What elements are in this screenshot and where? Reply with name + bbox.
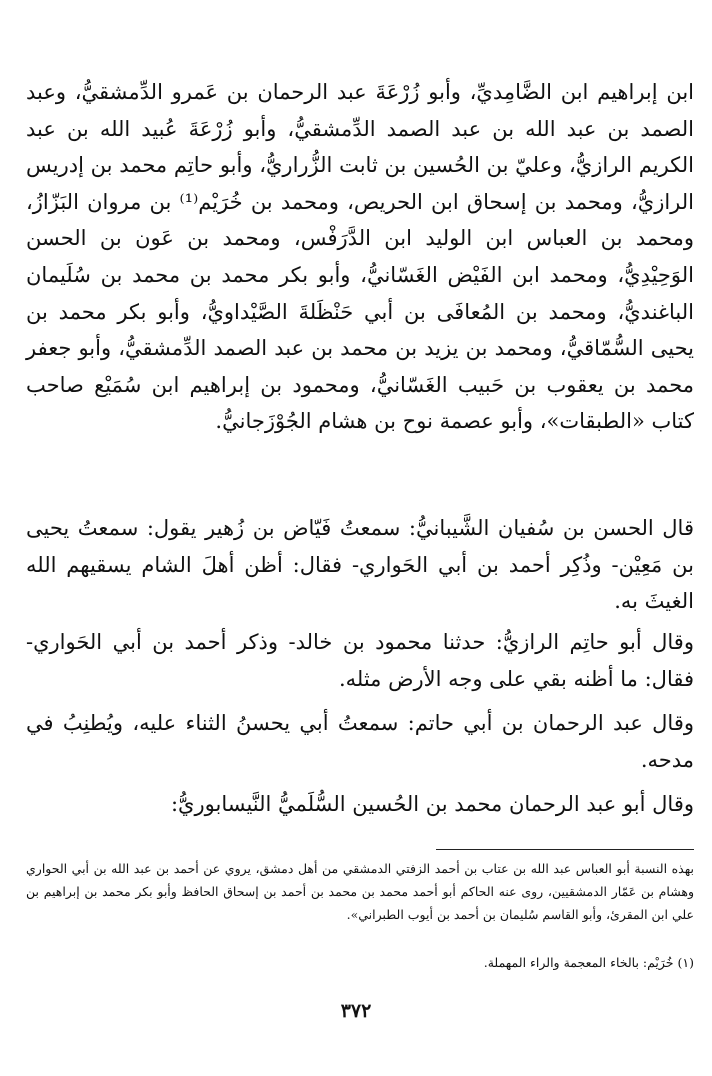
main-paragraph-5: وقال أبو عبد الرحمان محمد بن الحُسين السُّلَميُّ النَّيسابوريُّ: bbox=[170, 792, 694, 816]
footnote-divider bbox=[436, 849, 694, 850]
main-paragraph-2: قال الحسن بن سُفيان الشَّيبانيُّ: سمعتُ فَيّاض بن زُهير يقول: سمعتُ يحيى بن مَعِيْن- وذُكِر أحمد بن أبي الحَواري- فقال: أظن أهلَ الشام يسقيهم الله الغيثَ به. bbox=[26, 516, 694, 614]
footnote-1: (١) خُرَيْم: بالخاء المعجمة والراء المهملة. bbox=[483, 955, 694, 970]
main-paragraph-1: ابن إبراهيم ابن الضَّامِديِّ، وأبو زُرْعَةَ عبد الرحمان بن عَمرو الدِّمشقيُّ، وعبد الصمد بن عبد الله بن عبد الصمد الدِّمشقيُّ، وأبو زُرْعَةَ عُبيد الله بن عبد الكريم الرازيُّ، وعليّ بن الحُسين بن ثابت الزُّراريُّ، وأبو حاتِم محمد بن إدريس الرازيُّ، ومحمد بن إسحاق ابن الحريص، ومحمد بن خُرَيْم⁽¹⁾ بن مروان البَزّازُ، ومحمد بن العباس ابن الوليد ابن الدَّرَفْس، ومحمد بن عَون بن الحسن الوَحِيْدِيُّ، ومحمد ابن الفَيْض الغَسّانيُّ، وأبو بكر محمد بن محمد بن سُلَيمان الباغنديُّ، ومحمد بن المُعافَى بن أبي حَنْظَلةَ الصَّيْداويُّ، وأبو بكر محمد بن يحيى السُّمّاقيُّ، ومحمد بن يزيد بن محمد بن عبد الصمد الدِّمشقيُّ، وأبو جعفر محمد بن يعقوب بن حَبيب الغَسّانيُّ، ومحمود بن إبراهيم ابن سُمَيْع صاحب كتاب «الطبقات»، وأبو عصمة نوح بن هشام الجُوْزَجانيُّ. bbox=[26, 80, 694, 434]
footnote-continued: بهذه النسبة أبو العباس عبد الله بن عتاب بن أحمد الزفتي الدمشقي من أهل دمشق، يروي عن أحمد بن عبد الله بن أبي الحواري وهشام بن عَمّار الدمشقيين، روى عنه الحاكم أبو أحمد محمد بن محمد بن أحمد بن إسحاق الحافظ وأبو بكر محمد بن إبراهيم بن علي ابن المقرئ، وأبو القاسم سُليمان بن أحمد بن أيوب الطبراني». bbox=[26, 861, 694, 922]
main-paragraph-4: وقال عبد الرحمان بن أبي حاتم: سمعتُ أبي يحسنُ الثناء عليه، ويُطنِبُ في مدحه. bbox=[26, 711, 694, 772]
main-paragraph-3: وقال أبو حاتِم الرازيُّ: حدثنا محمود بن خالد- وذكر أحمد بن أبي الحَواري- فقال: ما أظنه بقي على وجه الأرض مثله. bbox=[26, 630, 694, 691]
page-number: ٣٧٢ bbox=[340, 1000, 372, 1022]
